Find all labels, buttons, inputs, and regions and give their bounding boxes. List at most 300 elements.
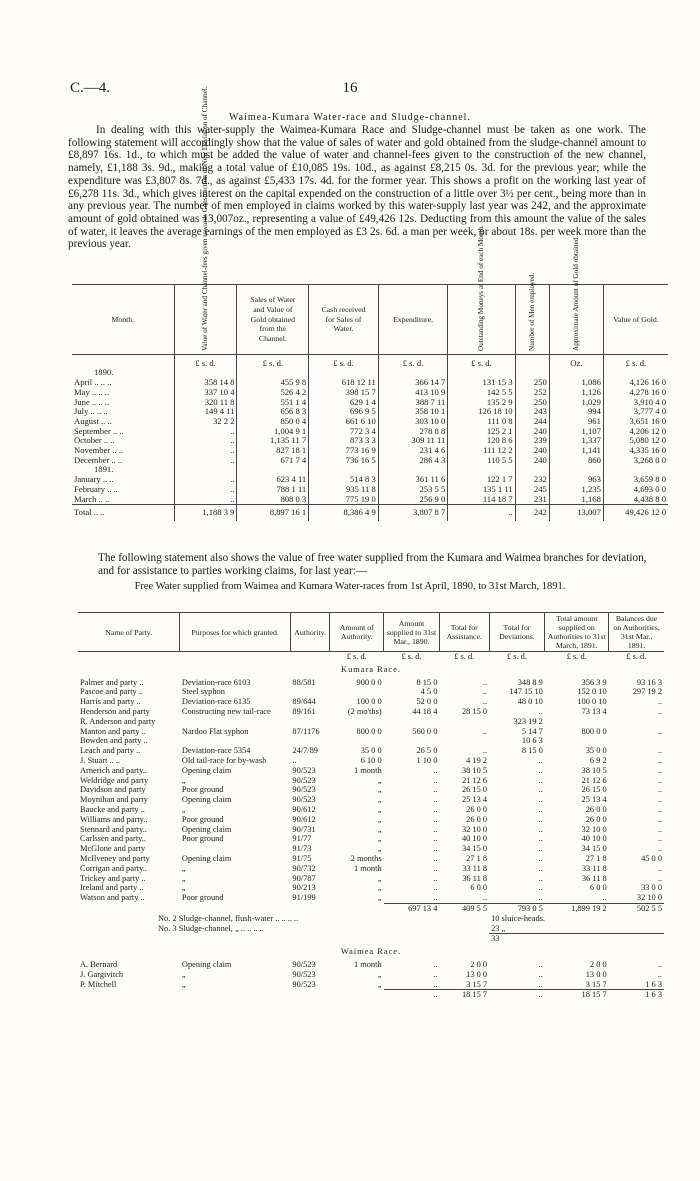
value-cell [384,736,440,746]
value-cell: „ [377,814,382,824]
table-row [78,727,664,737]
value-cell: 5 14 7 [521,726,543,736]
value-cell: 3 15 7 [585,979,607,989]
table1-header-label: Expenditure. [392,314,434,324]
party-name: Manton and party .. [80,726,146,736]
table1-header [174,86,237,354]
value-cell: 240 [515,446,549,456]
value-cell: 90/523 [292,785,316,795]
value-cell: 32 10 0 [461,824,488,834]
month-cell: August .. .. [74,415,112,426]
value-cell: 90/612 [292,804,316,814]
table-row [78,834,664,844]
value-cell: 111 12 2 [448,446,515,456]
party-name: P. Mitchell [80,979,117,989]
value-cell: „ [377,775,382,785]
value-cell: .. [433,814,438,824]
value-cell: 34 15 0 [581,844,607,854]
value-cell: 2 0 0 [589,959,607,969]
value-cell: 6 10 0 [360,755,382,765]
subtotal-cell: 409 5 5 [439,903,489,913]
table1-units-row [72,354,668,368]
total-cell: 242 [515,505,549,521]
month-cell: October .. .. [74,435,115,446]
value-cell: 90/523 [292,775,316,785]
value-cell: 231 [515,495,549,505]
value-cell: 8 15 0 [521,746,543,756]
purpose: „ [181,873,186,883]
table-row [78,776,664,786]
value-cell: .. [433,795,438,805]
purpose: Opening claim [181,765,232,775]
purpose [180,844,291,854]
party-name: Davidson and party [80,785,146,795]
value-cell [174,465,237,475]
value-cell: .. [657,785,662,795]
value-cell: 1,235 [549,485,603,495]
value-cell: „ [377,969,382,979]
value-cell: 122 1 7 [448,475,515,485]
month-cell: January .. .. [74,474,114,485]
purpose: „ [181,979,186,989]
value-cell: 13 0 0 [585,969,607,979]
table-row [78,815,664,825]
value-cell: 4,438 8 0 [603,495,668,505]
value-cell: 773 16 9 [309,446,379,456]
subtotal-cell: .. [489,990,545,1000]
purpose: „ [181,969,186,979]
table-row [78,766,664,776]
value-cell: 27 1 8 [585,853,607,863]
value-cell: 35 0 0 [360,746,382,756]
table1-unit: Oz. [549,354,603,368]
value-cell: 250 [515,398,549,408]
table2-header: Total amount supplied on Authorities to 31st March, 1891. [545,613,609,652]
purpose: Deviation-race 5354 [181,746,251,756]
value-cell: 398 15 7 [309,388,379,398]
value-cell: 111 0 8 [448,417,515,427]
spacer [78,934,489,944]
value-cell: .. [538,873,543,883]
value-cell: 3,910 4 0 [603,398,668,408]
table-row [78,825,664,835]
value-cell: 52 0 0 [416,697,438,707]
sluice-label: No. 2 Sludge-channel, flush-water .. .. .. .. [158,913,299,923]
value-cell: 10 6 3 [521,736,543,746]
value-cell: 27 1 8 [466,853,488,863]
value-cell: .. [538,824,543,834]
table-row [78,687,664,697]
value-cell: .. [433,765,438,775]
value-cell: 45 0 0 [641,853,662,863]
value-cell: 89/161 [292,706,316,716]
value-cell: .. [538,804,543,814]
value-cell: .. [538,979,543,989]
party-name: Weldridge and party [80,775,149,785]
value-cell: 4,126 16 0 [603,378,668,388]
table2-header: Total for Deviations. [489,613,545,652]
value-cell: .. [602,893,607,903]
value-cell: 91/75 [292,853,312,863]
table2-header: Balances due on Authorities, 31st Mar., 1891. [609,613,664,652]
table1-header [448,225,515,354]
table-row [72,456,668,466]
value-cell: 348 8 9 [517,677,543,687]
value-cell: „ [377,795,382,805]
purpose: Constructing new tail-race [181,706,271,716]
value-cell: 35 0 0 [585,746,607,756]
subtotal-cell [330,903,384,913]
intro-paragraph: In dealing with this water-supply the Waimea-Kumara Race and Sludge-channel must be taken as one work. The following statement will accordingly show that the value of sales of water and gold obtained from the sludge-channel amount to £8,897 16s. 1d., to which must be added the value of water and channel-fees given to the construction of the new channel, namely, £1,188 3s. 9d., making a total value of £10,085 19s. 10d., as against £8,215 0s. 3d. for the previous year; while the expenditure was £3,807 8s. 7d., as against £5,433 17s. 4d. for the former year. This shows a profit on the working last year of £6,278 11s. 3d., which gives interest on the capital expended on the construction of a little over 3½ per cent., being more than in any previous year. The number of men employed in claims worked by this water-supply last year was 242, and the approximate amount of gold obtained was 13,007oz., representing a value of £49,426 12s. Deducting from this amount the value of the sales of water, it leaves the average earnings of the men employed as £3 2s. 6d. a man per week, or about 18s. per week more than the previous year. [68,124,646,251]
value-cell: .. [657,765,662,775]
value-cell: .. [657,775,662,785]
month-cell: November .. .. [74,445,124,456]
value-cell: .. [657,746,662,756]
subtotal-row [78,903,664,913]
free-water-table [78,613,664,1000]
value-cell: .. [482,687,488,697]
value-cell: 629 1 4 [309,398,379,408]
value-cell [439,717,489,727]
value-cell: .. [657,873,662,883]
purpose: Nardoo Flat syphon [181,726,249,736]
value-cell: „ [377,824,382,834]
value-cell: .. [433,785,438,795]
subtotal-cell [78,990,180,1000]
sluice-total: 33 [489,934,664,944]
value-cell: .. [292,755,297,765]
purpose: Poor ground [181,834,224,844]
value-cell: 1,141 [549,446,603,456]
value-cell: 656 8 3 [237,407,309,417]
value-cell: 1 month [353,765,382,775]
total-cell: 8,897 16 1 [237,505,309,521]
value-cell: 1,135 11 7 [237,436,309,446]
table-row [78,697,664,707]
value-cell [545,736,609,746]
purpose [180,736,291,746]
value-cell: 26 0 0 [585,804,607,814]
value-cell: 100 0 10 [577,697,607,707]
month-cell: 1890. [94,367,114,378]
value-cell: .. [433,959,438,969]
table1-header-label: Value of Water and Channel-fees given towards Construction of New Deviation of Channel. [201,86,210,351]
value-cell: 91/77 [292,834,312,844]
table1-header-label: Cash received for Sales of Water. [321,304,366,334]
table-row [78,756,664,766]
value-cell: „ [377,785,382,795]
party-name: Henderson and party [80,706,150,716]
table-row [78,785,664,795]
table1-header [549,235,603,354]
value-cell: .. [538,863,543,873]
value-cell: .. [174,456,237,466]
table2-header: Amount of Authority. [330,613,384,652]
table2-units-row [78,652,664,662]
table1-unit [515,354,549,368]
value-cell: 131 15 3 [448,378,515,388]
table-row [78,864,664,874]
value-cell [330,717,384,727]
value-cell: 93 16 3 [636,677,662,687]
value-cell: 4,335 16 0 [603,446,668,456]
table2-header: Amount supplied to 31st Mar., 1890. [384,613,440,652]
table-row [78,678,664,688]
value-cell: 240 [515,427,549,437]
table1-unit: £ s. d. [309,354,379,368]
value-cell [290,717,330,727]
subtotal-cell: 1 6 3 [609,990,664,1000]
party-name: Williams and party.. [80,814,148,824]
value-cell: 514 8 3 [309,475,379,485]
table2-header: Name of Party. [78,613,180,652]
value-cell: 244 [515,417,549,427]
value-cell: 850 0 4 [237,417,309,427]
table2-unit: £ s. d. [454,652,475,661]
value-cell: „ [377,844,382,854]
value-cell: .. [538,785,543,795]
table1-unit: £ s. d. [448,354,515,368]
table-row [78,854,664,864]
value-cell: 26 15 0 [581,785,607,795]
value-cell: .. [174,436,237,446]
value-cell: 90/523 [292,959,316,969]
table1-header [237,285,309,354]
value-cell: 253 5 5 [378,485,448,495]
value-cell: .. [174,485,237,495]
value-cell: .. [174,475,237,485]
value-cell: 32 10 0 [636,893,662,903]
value-cell: .. [538,969,543,979]
section-heading: Waimea Race. [340,947,402,957]
value-cell: .. [482,893,488,903]
value-cell: .. [657,834,662,844]
table1-unit: £ s. d. [174,354,237,368]
value-cell: .. [482,677,488,687]
value-cell: .. [657,863,662,873]
party-name: Moynihan and party [80,795,148,805]
subtotal-cell [290,903,330,913]
party-name: Palmer and party .. [80,677,144,687]
page-number: 16 [342,80,358,96]
value-cell: .. [657,824,662,834]
subtotal-cell: 793 0 5 [489,903,545,913]
party-name: Trickey and party .. [80,873,146,883]
party-name: Harris and party .. [80,697,141,707]
table1-unit: £ s. d. [603,354,668,368]
subtotal-cell [180,990,291,1000]
total-cell: 49,426 12 0 [603,505,668,521]
table-row [78,736,664,746]
party-name: Watson and party .. [80,893,145,903]
value-cell: 239 [515,436,549,446]
purpose: Opening claim [181,959,232,969]
party-name: Stennard and party.. [80,824,147,834]
table2-unit: £ s. d. [401,652,422,661]
value-cell: 90/732 [292,863,316,873]
value-cell: .. [482,746,488,756]
value-cell: 232 [515,475,549,485]
subtotal-cell [78,903,180,913]
value-cell: 303 10 0 [378,417,448,427]
purpose: Poor ground [181,893,224,903]
value-cell: 40 10 0 [461,834,488,844]
party-name: McGlone and party [80,844,146,854]
table-row [78,805,664,815]
value-cell [384,717,440,727]
total-row [72,505,668,521]
table-row [72,495,668,505]
value-cell: .. [433,824,438,834]
value-cell: 696 9 5 [309,407,379,417]
value-cell: 3,777 4 0 [603,407,668,417]
value-cell: 827 18 1 [237,446,309,456]
table-row [78,746,664,756]
value-cell: „ [377,979,382,989]
value-cell: 73 13 4 [581,706,607,716]
table-row [78,970,664,980]
value-cell: 388 7 11 [378,398,448,408]
table2-header: Total for Assistance. [439,613,489,652]
value-cell: 775 19 0 [309,495,379,505]
value-cell: 90/787 [292,873,316,883]
value-cell: .. [433,853,438,863]
value-cell: 240 [515,456,549,466]
table1-header [309,285,379,354]
purpose: Deviation-race 6103 [181,677,251,687]
value-cell: 90/523 [292,795,316,805]
purpose: „ [181,804,186,814]
value-cell [439,736,489,746]
value-cell: 26 0 0 [585,814,607,824]
party-name: R. Anderson and party [80,716,156,726]
value-cell: „ [377,834,382,844]
value-cell: .. [538,844,543,854]
value-cell: 671 7 4 [237,456,309,466]
value-cell: 560 0 0 [412,726,438,736]
value-cell: 1 6 3 [645,979,662,989]
value-cell: 48 0 10 [517,697,543,707]
value-cell: 250 [515,378,549,388]
value-cell: 89/644 [292,697,316,707]
sluice-label: No. 3 Sludge-channel, „ .. .. .. .. [158,923,264,933]
value-cell: .. [657,795,662,805]
value-cell: 736 16 5 [309,456,379,466]
value-cell: 26 0 0 [466,814,488,824]
month-cell: April .. .. .. [74,377,112,388]
value-cell: 26 15 0 [461,785,488,795]
purpose: Poor ground [181,814,224,824]
table1-header-label: Sales of Water and Value of Gold obtained from the Channel. [250,295,296,343]
value-cell: 873 3 3 [309,436,379,446]
value-cell: 358 10 1 [378,407,448,417]
value-cell: (2 mo'ths) [347,706,382,716]
value-cell: 28 15 0 [461,706,488,716]
subtotal-cell: 1,899 19 2 [545,903,609,913]
value-cell: 1,086 [549,378,603,388]
value-cell: 125 2 1 [448,427,515,437]
value-cell: 455 9 8 [237,378,309,388]
value-cell: 808 0 3 [237,495,309,505]
value-cell: .. [538,959,543,969]
value-cell: .. [538,893,543,903]
value-cell: 800 0 0 [356,726,382,736]
value-cell: „ [377,883,382,893]
value-cell: 1,168 [549,495,603,505]
value-cell: 361 11 6 [378,475,448,485]
value-cell [290,736,330,746]
value-cell: .. [657,844,662,854]
subtotal-row [78,990,664,1000]
table1-header-label: Approximate Amount of Gold obtained. [571,235,580,351]
table-row [78,893,664,903]
table2-header: Purposes for which granted. [180,613,291,652]
table-row [78,980,664,990]
value-cell: 26 0 0 [466,804,488,814]
value-cell: 21 12 6 [581,775,607,785]
value-cell: 24/7/89 [292,746,318,756]
value-cell: 256 9 0 [378,495,448,505]
value-cell: .. [538,853,543,863]
value-cell: 623 4 11 [237,475,309,485]
total-cell: 8,386 4 9 [309,505,379,521]
value-cell: 551 1 4 [237,398,309,408]
purpose: „ [181,863,186,873]
month-cell: February .. .. [74,483,118,494]
value-cell: 278 8 8 [378,427,448,437]
value-cell: 21 12 6 [461,775,488,785]
party-name: Carlssen and party.. [80,834,146,844]
value-cell: .. [433,893,438,903]
value-cell: .. [433,844,438,854]
value-cell: 1,029 [549,398,603,408]
value-cell: .. [538,883,543,893]
value-cell: 413 10 9 [378,388,448,398]
value-cell: .. [657,726,662,736]
purpose: Opening claim [181,795,232,805]
value-cell: 1,126 [549,388,603,398]
value-cell: .. [657,814,662,824]
value-cell: 33 0 0 [641,883,662,893]
value-cell: .. [174,495,237,505]
sluice-total-row [78,934,664,944]
value-cell: 618 12 11 [309,378,379,388]
value-cell: .. [657,969,662,979]
value-cell: 1,004 9 1 [237,427,309,437]
sluice-value: 10 sluice-heads. [491,913,546,923]
value-cell [330,687,384,697]
table1-unit: £ s. d. [378,354,448,368]
value-cell: 25 13 4 [581,795,607,805]
value-cell: .. [657,706,662,716]
value-cell: .. [538,795,543,805]
value-cell: .. [657,755,662,765]
party-name: J. Gargivitch [80,969,124,979]
total-cell: Total .. .. [72,505,174,521]
value-cell: .. [657,959,662,969]
table-row [78,795,664,805]
purpose: „ [181,883,186,893]
value-cell: 323 19 2 [513,716,543,726]
value-cell: .. [538,706,543,716]
value-cell: 4,278 16 0 [603,388,668,398]
table-row [78,717,664,727]
value-cell: .. [657,804,662,814]
value-cell: 366 14 7 [378,378,448,388]
value-cell: 114 18 7 [448,495,515,505]
value-cell: 44 18 4 [412,706,438,716]
party-name: J. Stuart .. .. [80,755,121,765]
